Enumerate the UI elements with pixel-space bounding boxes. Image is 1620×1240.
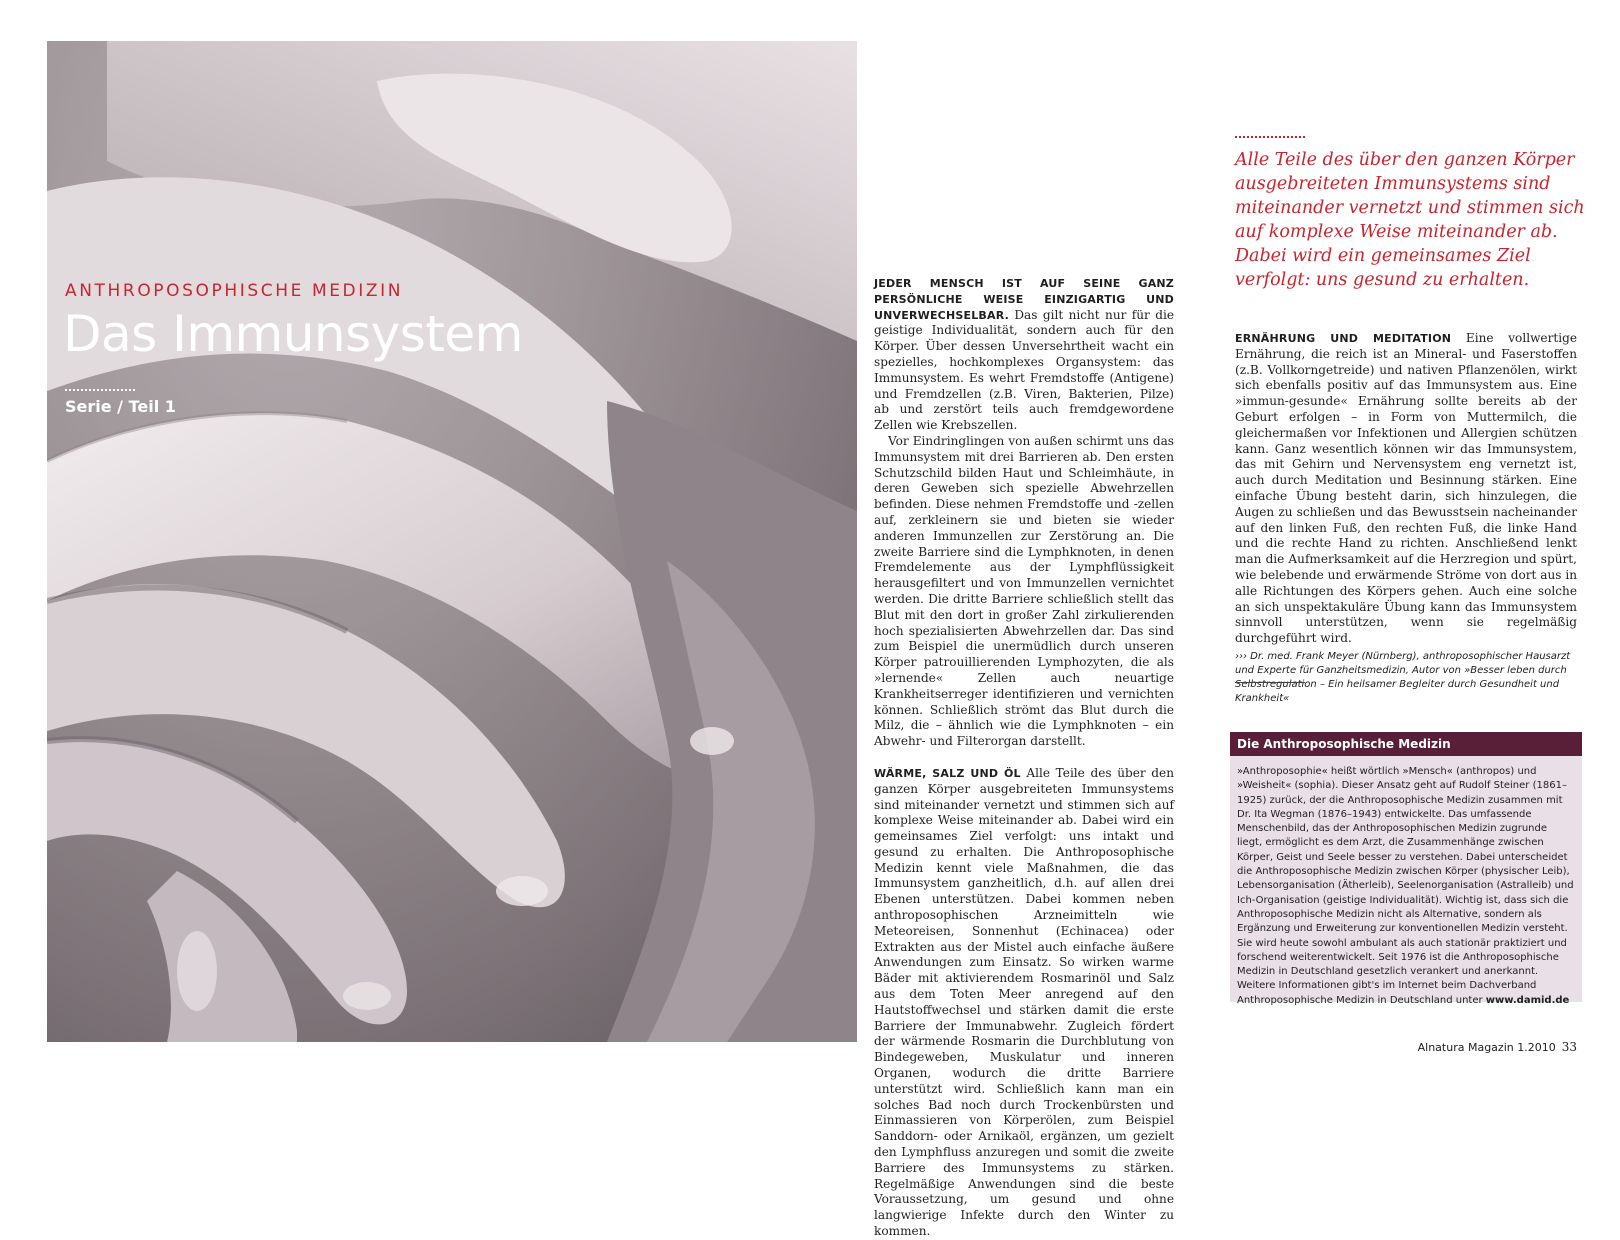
info-box bbox=[1230, 732, 1582, 1006]
paragraph-warmth-text: Alle Teile des über den ganzen Körper ausgebreiteten Immunsystems sind miteinander vernetzt und stimmen sich auf komplexe Weise miteinander ab. Dabei wird ein gemeinsames Ziel verfolgt: uns intakt und gesund zu erhalten. Die Anthroposophische Medizin kennt viele Maßnahmen, die das Immunsystem ganzheitlich, d.h. auf allen drei Ebenen unterstützen. Dabei kommen neben anthroposophischen Arzneimitteln wie Meteoreisen, Sonnenhut (Echinacea) oder Extrakten aus der Mistel auch einfache äußere Anwendungen zum Einsatz. So wirken warme Bäder mit aktivierendem Rosmarinöl und Salz aus dem Toten Meer anregend auf den Hautstoffwechsel und stärken damit die erste Barriere der Immunabwehr. Zugleich fördert der wärmende Rosmarin die Durchblutung von Bindegeweben, Muskulatur und inneren Organen, wodurch die dritte Barriere unterstützt wird. Schließlich kann man ein solches Bad noch durch Trockenbürsten und Einmassieren von Körperölen, zum Beispiel Sanddorn- oder Arnikaöl, ergänzen, um gezielt den Lymphfluss anzuregen und somit die zweite Barriere des Immunsystems zu stärken. Regelmäßige Anwendungen sind die beste Voraussetzung, um gesund und ohne langwierige Infekte durch den Winter zu kommen. bbox=[874, 765, 1174, 1239]
pull-quote-divider bbox=[1235, 136, 1305, 138]
title-block bbox=[65, 281, 523, 416]
paragraph-intro-text: Das gilt nicht nur für die geistige Individualität, sondern auch für den Körper. Über dessen Unversehrtheit wacht ein spezielles, hochkomplexes Organsystem: das Immunsystem. Es wehrt Fremdstoffe (Antigene) und Fremdzellen (z.B. Viren, Bakterien, Pilze) ab und zerstört teils auch fremdgewordene Zellen wie Krebszellen. bbox=[874, 307, 1174, 433]
pull-quote bbox=[1235, 136, 1595, 292]
series-label: Serie / Teil 1 bbox=[65, 397, 176, 416]
author-byline: ››› Dr. med. Frank Meyer (Nürnberg), anthroposophischer Hausarzt und Experte für Ganzheitsmedizin, Autor von »Besser leben durch Selbstregulation – Ein heilsamer Begleiter durch Gesundheit und Krankheit« bbox=[1235, 650, 1571, 704]
info-box-text: »Anthroposophie« heißt wörtlich »Mensch« (anthropos) und »Weisheit« (sophia). Dieser Ansatz geht auf Rudolf Steiner (1861–1925) zurück, der die Anthroposophische Medizin zusammen mit Dr. Ita Wegman (1876–1943) entwickelte. Das umfassende Menschenbild, das der Anthroposophischen Medizin zugrunde liegt, ermöglicht es dem Arzt, die Zusammenhänge zwischen Körper, Geist und Seele besser zu verstehen. Dabei unterscheidet die Anthroposophische Medizin zwischen Körper (physischer Leib), Lebensorganisation (Ätherleib), Seelenorganisation (Astralleib) und Ich-Organisation (geistige Individualität). Wichtig ist, dass sich die Anthroposophische Medizin nicht als Alternative, sondern als Ergänzung und Erweiterung zur konventionellen Medizin versteht. Sie wird heute sowohl ambulant als auch stationär praktiziert und forschend weiterentwickelt. Seit 1976 ist die Anthroposophische Medizin in Deutschland gesetzlich verankert und anerkannt. Weitere Informationen gibt's im Internet beim Dachverband Anthroposophische Medizin in Deutschland unter bbox=[1237, 766, 1574, 1006]
magazine-name: Alnatura Magazin 1.2010 bbox=[1417, 1041, 1556, 1054]
article-column-2 bbox=[1235, 331, 1577, 706]
hands-photo-illustration bbox=[47, 41, 857, 1042]
article-column-1 bbox=[874, 276, 1174, 1240]
section-kicker: ANTHROPOSOPHISCHE MEDIZIN bbox=[65, 281, 404, 301]
paragraph-warmth bbox=[874, 766, 1174, 1240]
info-box-title: Die Anthroposophische Medizin bbox=[1230, 732, 1582, 756]
lead-in-1: JEDER MENSCH IST AUF SEINE GANZ PERSÖNLICHE WEISE EINZIGARTIG UND UNVERWECHSELBAR. bbox=[874, 277, 1174, 322]
paragraph-barriers: Vor Eindringlingen von außen schirmt uns das Immunsystem mit drei Barrieren ab. Den ersten Schutzschild bilden Haut und Schleimhäute, in deren Geweben sich spezielle Abwehrzellen befinden. Diese nehmen Fremdstoffe und -zellen auf, zerkleinern sie und bieten sie wieder anderen Immunzellen zur Zerstörung an. Die zweite Barriere sind die Lymphknoten, in denen Fremdelemente aus der Lymphflüssigkeit herausgefiltert und von Immunzellen vernichtet werden. Die dritte Barriere schließlich stellt das Blut mit den dort in großer Zahl zirkulierenden hoch spezialisierten Abwehrzellen dar. Das sind zum Beispiel die unermüdlich durch unseren Körper patrouillierenden Lymphozyten, die als »lernende« Zellen auch neuartige Krankheitserreger identifizieren und vernichten können. Schließlich strömt das Blut durch die Milz, die – ähnlich wie die Lymphknoten – ein Abwehr- und Filterorgan darstellt. bbox=[874, 433, 1174, 749]
lead-in-3: ERNÄHRUNG UND MEDITATION bbox=[1235, 332, 1452, 345]
paragraph-intro bbox=[874, 276, 1174, 434]
paragraph-nutrition-text: Eine vollwertige Ernährung, die reich ist an Mineral- und Faserstoffen (z.B. Vollkorngetreide) und nativen Pflanzenölen, wirkt sich ebenfalls positiv auf das Immunsystem aus. Eine »immun-gesunde« Ernährung sollte bereits ab der Geburt erfolgen – in Form von Muttermilch, die gleichermaßen vor Infektionen und Allergien schützen kann. Ganz wesentlich können wir das Immunsystem, das mit Gehirn und Nervensystem eng vernetzt ist, auch durch Meditation und Besinnung stärken. Eine einfache Übung besteht darin, sich hinzulegen, die Augen zu schließen und das Bewusstsein nacheinander auf den linken Fuß, den rechten Fuß, die linke Hand und die rechte Hand zu richten. Anschließend lenkt man die Aufmerksamkeit auf die Herzregion und spürt, wie belebende und erwärmende Ströme von dort aus in alle Richtungen des Körpers gehen. Auch eine solche an sich unspektakuläre Übung kann das Immunsystem sinnvoll unterstützen, wenn sie regelmäßig durchgeführt wird. bbox=[1235, 331, 1577, 646]
page-title: Das Immunsystem bbox=[63, 305, 523, 363]
paragraph-nutrition bbox=[1235, 331, 1577, 647]
website-link[interactable]: www.damid.de bbox=[1485, 994, 1570, 1006]
hero-photo bbox=[47, 41, 857, 1042]
column-end-rule bbox=[1235, 682, 1305, 683]
title-divider bbox=[65, 389, 135, 391]
lead-in-2: WÄRME, SALZ UND ÖL bbox=[874, 766, 1021, 780]
pull-quote-text: Alle Teile des über den ganzen Körper ausgebreiteten Immunsystems sind miteinander vernetzt und stimmen sich auf komplexe Weise miteinander ab. Dabei wird ein gemeinsames Ziel verfolgt: uns gesund zu erhalten. bbox=[1235, 150, 1585, 290]
page-footer bbox=[1400, 1040, 1577, 1054]
page-number: 33 bbox=[1561, 1040, 1577, 1054]
info-box-body bbox=[1230, 756, 1582, 1008]
